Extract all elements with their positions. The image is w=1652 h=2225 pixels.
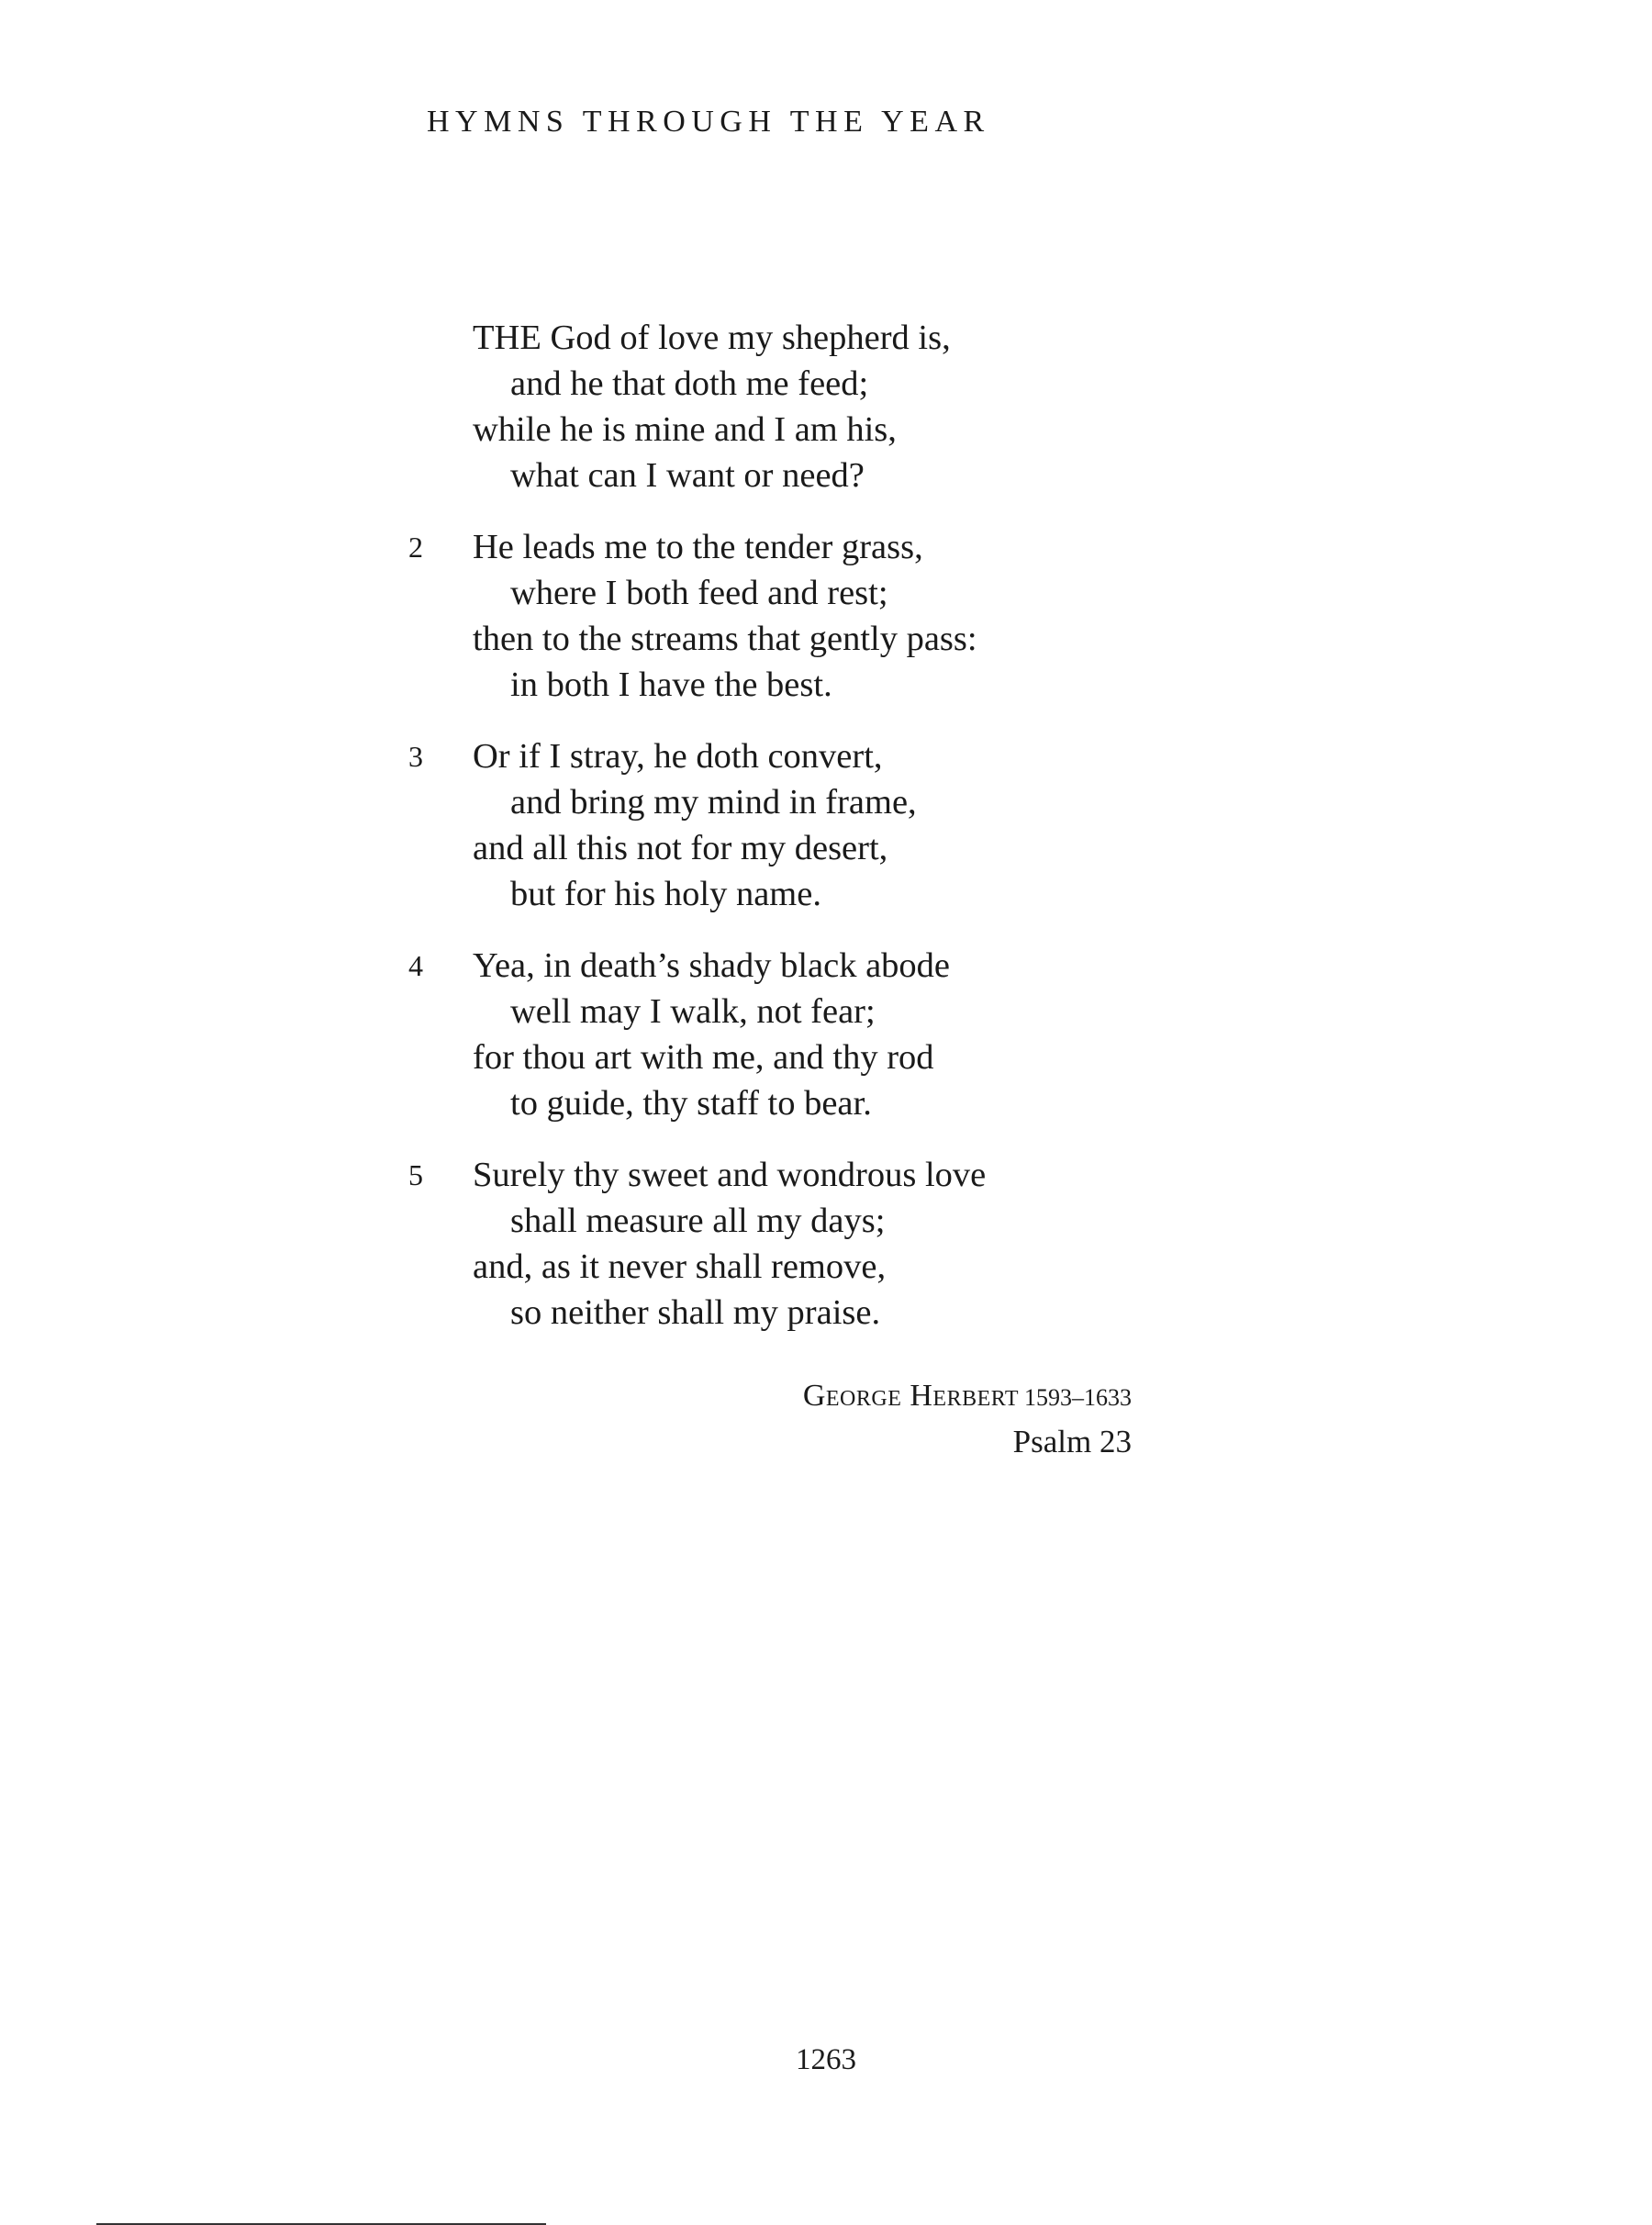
verse-line: Yea, in death’s shady black abode <box>473 946 950 985</box>
verse-number: 5 <box>408 1158 423 1191</box>
verse-number: 4 <box>408 949 423 982</box>
running-head: HYMNS THROUGH THE YEAR <box>427 105 990 139</box>
verse-number: 2 <box>408 531 423 564</box>
verse-line: for thou art with me, and thy rod <box>473 1038 934 1077</box>
verse-line: Or if I stray, he doth convert, <box>473 737 883 776</box>
verse-line: and, as it never shall remove, <box>473 1247 887 1286</box>
author-name: George Herbert <box>802 1379 1019 1413</box>
verse-number: 3 <box>408 740 423 773</box>
verse-line: while he is mine and I am his, <box>473 410 897 449</box>
attribution <box>803 1374 1132 1464</box>
verse-line: to guide, thy staff to bear. <box>510 1084 872 1123</box>
verse-line: and he that doth me feed; <box>510 364 869 403</box>
verse-line: Surely thy sweet and wondrous love <box>473 1156 987 1194</box>
verse-line: but for his holy name. <box>510 875 821 913</box>
verse-line: what can I want or need? <box>510 456 865 495</box>
verse-line: and bring my mind in frame, <box>510 783 917 822</box>
verse-1 <box>0 315 1652 498</box>
verse-line: well may I walk, not fear; <box>510 992 876 1031</box>
verse-line: THE God of love my shepherd is, <box>473 319 951 357</box>
verse-line: in both I have the best. <box>510 665 832 704</box>
verse-line: so neither shall my praise. <box>510 1293 881 1332</box>
verse-line: and all this not for my desert, <box>473 829 888 867</box>
scripture-source: Psalm 23 <box>1012 1424 1132 1459</box>
verse-5 <box>0 1152 1652 1336</box>
author-dates: 1593–1633 <box>1024 1384 1132 1411</box>
verse-2 <box>0 524 1652 708</box>
author-line <box>803 1374 1132 1420</box>
verse-3 <box>0 733 1652 917</box>
hymn-text <box>0 315 1652 1361</box>
verse-4 <box>0 943 1652 1126</box>
verse-line: then to the streams that gently pass: <box>473 620 977 658</box>
verse-line: where I both feed and rest; <box>510 574 888 612</box>
verse-line: shall measure all my days; <box>510 1202 886 1240</box>
page-number: 1263 <box>796 2043 856 2076</box>
verse-line: He leads me to the tender grass, <box>473 528 923 566</box>
